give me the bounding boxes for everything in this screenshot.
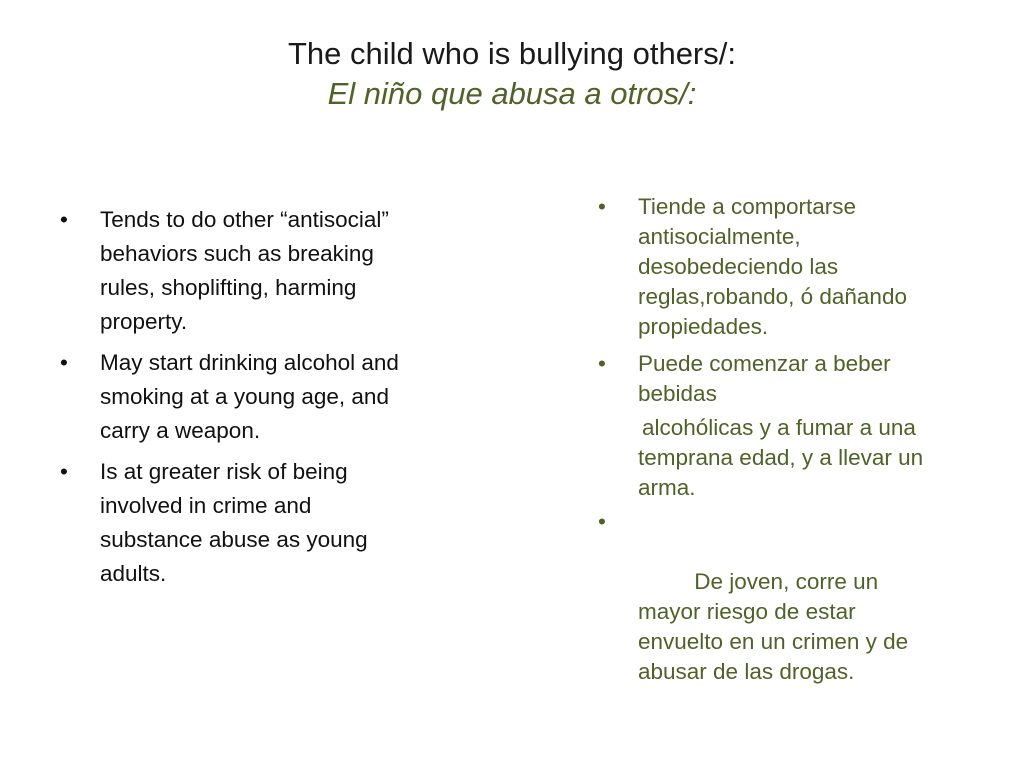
list-item xyxy=(58,346,403,448)
bullet-icon: • xyxy=(598,509,606,534)
bullet-icon: • xyxy=(60,459,68,484)
bullet-continuation-text: alcohólicas y a fumar a una temprana edad, y a llevar un arma. xyxy=(638,415,924,500)
spanish-list-group xyxy=(596,507,941,717)
bullet-text: May start drinking alcohol and smoking at a young age, and carry a weapon. xyxy=(100,350,399,443)
english-bullet-list xyxy=(58,203,403,598)
spanish-list-group xyxy=(596,192,941,409)
list-item xyxy=(596,192,941,342)
title-spanish: El niño que abusa a otros/: xyxy=(327,76,697,111)
title-english: The child who is bullying others/: xyxy=(287,36,736,71)
list-item xyxy=(58,455,403,591)
bullet-text: Is at greater risk of being involved in crime and substance abuse as young adults. xyxy=(100,459,368,586)
bullet-icon: • xyxy=(60,207,68,232)
bullet-icon: • xyxy=(60,350,68,375)
bullet-text: Tends to do other “antisocial” behaviors such as breaking rules, shoplifting, harming property. xyxy=(100,207,389,334)
bullet-text: De joven, corre un mayor riesgo de estar envuelto en un crimen y de abusar de las drogas. xyxy=(638,569,915,684)
bullet-text: Tiende a comportarse antisocialmente, desobedeciendo las reglas,robando, ó dañando propiedades. xyxy=(638,194,907,339)
list-item xyxy=(58,203,403,339)
bullet-icon: • xyxy=(598,351,606,376)
spanish-bullet-list xyxy=(596,192,941,724)
list-item xyxy=(596,349,941,409)
bullet-text: Puede comenzar a beber bebidas xyxy=(638,351,891,406)
slide-title xyxy=(112,34,912,114)
list-item xyxy=(596,507,941,717)
bullet-icon: • xyxy=(598,194,606,219)
